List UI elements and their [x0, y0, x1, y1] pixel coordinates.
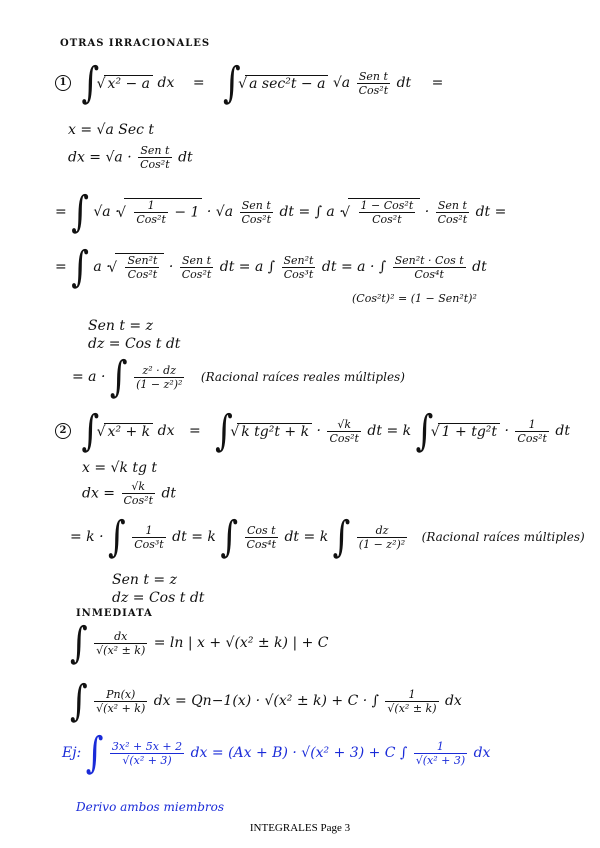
expr-text: √a ·: [93, 204, 120, 220]
expr-text: dt = a · ∫: [321, 259, 387, 275]
integral-sign: ∫: [415, 406, 434, 456]
dt-text: dt: [396, 75, 412, 91]
fraction: $\frac{\text{Sen t}}{\text{Cos²t}}$: [241, 198, 272, 226]
integral-sign: ∫: [85, 728, 104, 778]
integral-sign: ∫: [71, 187, 89, 237]
annotation-note: (Racional raíces múltiples): [421, 530, 585, 544]
expr-text: ·: [424, 204, 430, 220]
sqrt-expression: √ 1 + tg²t: [438, 423, 500, 440]
example-formula: [62, 728, 491, 778]
inmediata-label: INMEDIATA: [76, 608, 153, 619]
integral-sign: ∫: [332, 512, 351, 562]
subst-text: dx = √a ·: [68, 149, 132, 166]
substitution-line: [68, 144, 193, 171]
section2-line3: [70, 512, 585, 562]
substitution-line: Sen t = z: [112, 572, 177, 588]
expr-text: dt: [472, 259, 487, 275]
fraction: $\frac{\text{3x² + 5x + 2}}{\text{√(x² + 3)}}$: [111, 739, 183, 767]
integral-sign: ∫: [223, 58, 241, 108]
dx-text: dx: [157, 75, 175, 91]
fraction: $\frac{\text{Cos t}}{\text{Cos⁴t}}$: [246, 523, 277, 551]
sqrt-expression: √ x² − a: [104, 75, 153, 92]
fraction: $\frac{\text{Sen t}}{\text{Cos²t}}$: [358, 69, 389, 97]
integral-sign: ∫: [81, 58, 100, 108]
sqrt-expression: √ a sec²t − a: [245, 75, 328, 92]
section-number-badge: 1: [55, 75, 71, 91]
fraction: $\frac{\text{Sen t}}{\text{Cos²t}}$: [181, 253, 212, 281]
fraction: $\frac{1}{\text{√(x² ± k)}}$: [387, 687, 437, 715]
fraction: $\frac{dz}{\text{(1 − z²)²}}$: [358, 523, 406, 551]
expr-text: dx: [473, 745, 491, 761]
expr-text: dt = k: [284, 529, 329, 545]
substitution-line: x = √a Sec t: [68, 122, 155, 138]
integral-sign: ∫: [70, 676, 88, 726]
section2-line1: 2 ∫ √ x² + k dx = ∫ √ k tg²t + k · $\frac{√k}{\text{Cos²t}}$ dt = k ∫ √ 1 + tg²t · $\frac{1}{\text{Cos²t}}$ dt: [55, 414, 570, 448]
expr-text: dx = (Ax + B) · √(x² + 3) + C ∫: [190, 745, 408, 761]
subst-text: dx =: [82, 485, 116, 502]
dt-text: dt: [178, 149, 193, 166]
expr-text: a ·: [93, 259, 111, 275]
integral-sign: ∫: [220, 512, 239, 562]
integral-sign: ∫: [108, 512, 126, 562]
integral-sign: ∫: [71, 242, 89, 292]
dt-text: dt: [161, 485, 177, 502]
section1-line1: [55, 58, 444, 108]
fraction: $\frac{\text{Sen t}}{\text{Cos²t}}$: [140, 144, 170, 171]
fraction: $\frac{Pn(x)}{\text{√(x² + k)}}$: [96, 687, 146, 715]
identity-note: (Cos²t)² = (1 − Sen²t)²: [352, 292, 477, 305]
substitution-line: Sen t = z: [88, 318, 153, 334]
sqrt-expression: √ x² + k: [104, 423, 154, 440]
expr-text: ·: [168, 259, 174, 275]
fraction: $\frac{dx}{\text{√(x² ± k)}}$: [96, 629, 146, 657]
expr-text: dt: [555, 423, 570, 439]
expr-text: = ln | x + √(x² ± k) | + C: [153, 635, 329, 651]
integral-sign: ∫: [70, 618, 88, 668]
equals-sign: =: [431, 75, 444, 91]
expr-text: · √a: [206, 204, 234, 220]
example-note: Derivo ambos miembros: [76, 800, 225, 814]
fraction: $\frac{\text{z² · dz}}{\text{(1 − z²)²}}$: [136, 363, 183, 391]
section1-line4: = ∫ a · √ $\frac{\text{Sen²t}}{\text{Cos²t}}$ · $\frac{\text{Sen t}}{\text{Cos²t}}$ dt = a ∫ $\frac{\text{Sen²t}}{\text{Cos³t}}$ dt = a · ∫ $\frac{\text{Sen²t · Cos t}}{\text{Cos⁴t}}$ dt: [55, 250, 487, 284]
fraction: $\frac{1}{\text{Cos²t}}$: [517, 417, 547, 445]
example-label: Ej:: [62, 745, 82, 761]
fraction: $\frac{\text{Sen²t}}{\text{Cos³t}}$: [283, 253, 314, 281]
expr-text: dt = ∫ a ·: [279, 204, 344, 220]
fraction: $\frac{1}{\text{Cos³t}}$: [134, 523, 164, 551]
integral-sign: ∫: [109, 352, 128, 402]
annotation-note: (Racional raíces reales múltiples): [200, 370, 405, 384]
integral-sign: ∫: [81, 406, 100, 456]
substitution-line: dz = Cos t dt: [88, 336, 181, 352]
equals-sign: =: [192, 75, 205, 91]
fraction: $\frac{√k}{\text{Cos²t}}$: [329, 417, 359, 445]
page-title: OTRAS IRRACIONALES: [60, 38, 211, 49]
integral-sign: ∫: [215, 406, 233, 456]
fraction: $\frac{√k}{\text{Cos²t}}$: [123, 480, 154, 507]
sqrt-expression: √ $\frac{\text{1 − Cos²t}}{\text{Cos²t}}$: [348, 198, 420, 226]
section1-line3: = ∫ √a · √ $\frac{1}{\text{Cos²t}}$ − 1 · √a $\frac{\text{Sen t}}{\text{Cos²t}}$ dt = ∫ a · √ $\frac{\text{1 − Cos²t}}{\text{Cos²t}}$ · $\frac{\text{Sen t}}{\text{Cos²t}}$ dt =: [55, 195, 506, 229]
fraction: $\frac{\text{Sen t}}{\text{Cos²t}}$: [437, 198, 468, 226]
expr-text: dt = k: [172, 529, 216, 545]
expr-text: dx = Qn−1(x) · √(x² ± k) + C · ∫: [153, 693, 379, 709]
dx-text: dx: [157, 423, 175, 439]
expr-text: = k ·: [70, 529, 104, 545]
sqrt-expression: √ k tg²t + k: [237, 423, 312, 440]
expr-text: = a ·: [72, 369, 106, 385]
general-formula: [70, 676, 462, 726]
substitution-line: x = √k tg t: [82, 460, 158, 476]
sqrt-a-text: √a: [332, 75, 351, 91]
expr-text: dt =: [475, 204, 507, 220]
expr-text: dt = k: [367, 423, 412, 439]
section-number-badge: 2: [55, 423, 71, 439]
inmediata-formula: [70, 618, 329, 668]
fraction: $\frac{1}{\text{√(x² + 3)}}$: [415, 739, 466, 767]
fraction: $\frac{\text{Sen²t · Cos t}}{\text{Cos⁴t}}$: [394, 253, 464, 281]
expr-text: dt = a ∫: [219, 259, 276, 275]
expr-text: dx: [444, 693, 462, 709]
substitution-line: [82, 480, 176, 507]
section1-result: [72, 352, 405, 402]
page-footer: INTEGRALES Page 3: [249, 822, 351, 834]
sqrt-expression: √ $\frac{\text{Sen²t}}{\text{Cos²t}}$: [115, 253, 164, 281]
sqrt-expression: √ $\frac{1}{\text{Cos²t}}$ − 1: [124, 198, 202, 226]
substitution-line: dz = Cos t dt: [112, 590, 205, 606]
